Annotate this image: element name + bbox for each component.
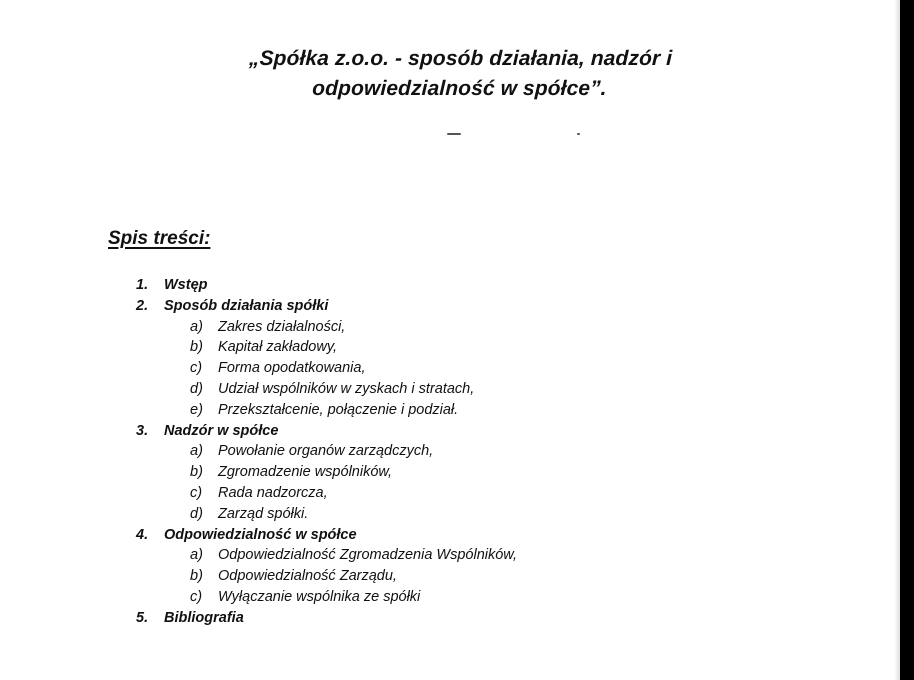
toc-subsection-label: Odpowiedzialność Zarządu, bbox=[218, 568, 397, 585]
toc-heading: Spis treści: bbox=[108, 228, 211, 249]
scan-speck bbox=[447, 133, 461, 135]
toc-subsection-letter: b) bbox=[190, 464, 203, 481]
title-line-2: odpowiedzialność w spółce”. bbox=[311, 77, 608, 100]
toc-subsection-letter: d) bbox=[190, 505, 203, 522]
toc-subsection-label: Rada nadzorcza, bbox=[218, 484, 328, 501]
title-line-1: „Spółka z.o.o. - sposób działania, nadzór i bbox=[248, 47, 673, 70]
toc-subsection bbox=[190, 317, 696, 338]
toc-section bbox=[136, 296, 696, 421]
toc-subsection-label: Zarząd spółki. bbox=[218, 505, 309, 522]
toc-section-heading bbox=[136, 275, 696, 296]
toc-section bbox=[136, 275, 696, 296]
toc-subsection bbox=[190, 483, 696, 504]
toc-subsection-label: Zgromadzenie wspólników, bbox=[218, 464, 393, 481]
toc-section-label: Wstęp bbox=[164, 277, 208, 293]
toc-section-heading bbox=[136, 421, 696, 442]
toc-subsection bbox=[190, 337, 696, 358]
toc-subsection bbox=[190, 504, 696, 525]
toc-subsection bbox=[190, 566, 696, 587]
toc-section-heading bbox=[136, 525, 696, 546]
toc-section bbox=[136, 525, 696, 608]
toc-subsection bbox=[190, 400, 696, 421]
toc-section bbox=[136, 608, 696, 629]
toc-subsection-letter: c) bbox=[190, 588, 203, 605]
toc-subsection-list bbox=[136, 441, 696, 524]
toc-subsection-letter: d) bbox=[190, 380, 203, 397]
page-edge-shadow bbox=[894, 0, 900, 680]
toc-subsection-letter: e) bbox=[190, 401, 203, 418]
toc-subsection-label: Zakres działalności, bbox=[218, 318, 346, 335]
toc-subsection bbox=[190, 379, 696, 400]
toc-section-heading bbox=[136, 608, 696, 629]
toc-subsection-label: Udział wspólników w zyskach i stratach, bbox=[218, 380, 475, 397]
toc-subsection-label: Wyłączanie wspólnika ze spółki bbox=[218, 588, 421, 605]
toc-subsection-letter: a) bbox=[190, 547, 203, 564]
toc-subsection-label: Przekształcenie, połączenie i podział. bbox=[218, 401, 459, 418]
toc-subsection bbox=[190, 462, 696, 483]
toc-section-label: Sposób działania spółki bbox=[164, 297, 329, 314]
toc-subsection-letter: c) bbox=[190, 484, 203, 501]
toc-subsection-letter: b) bbox=[190, 339, 203, 356]
scan-speck bbox=[577, 133, 580, 135]
toc-subsection bbox=[190, 441, 696, 462]
toc-subsection-label: Kapitał zakładowy, bbox=[218, 339, 338, 356]
toc-subsection-letter: b) bbox=[190, 568, 203, 585]
toc-section-number: 1. bbox=[136, 277, 149, 293]
toc-subsection-label: Forma opodatkowania, bbox=[218, 360, 366, 377]
toc-subsection bbox=[190, 545, 696, 566]
toc-section-number: 5. bbox=[136, 609, 149, 626]
toc-section-number: 4. bbox=[136, 526, 149, 543]
toc-section-label: Bibliografia bbox=[164, 609, 244, 626]
toc-subsection bbox=[190, 587, 696, 608]
toc-section-label: Odpowiedzialność w spółce bbox=[164, 526, 357, 543]
table-of-contents bbox=[136, 275, 696, 629]
toc-subsection bbox=[190, 358, 696, 379]
toc-subsection-list bbox=[136, 545, 696, 607]
toc-section-label: Nadzór w spółce bbox=[164, 422, 279, 439]
toc-subsection-letter: c) bbox=[190, 360, 203, 377]
toc-subsection-letter: a) bbox=[190, 443, 203, 460]
toc-section-number: 3. bbox=[136, 422, 149, 439]
toc-subsection-letter: a) bbox=[190, 318, 203, 335]
document-title bbox=[149, 44, 771, 104]
toc-section bbox=[136, 421, 696, 525]
toc-section-heading bbox=[136, 296, 696, 317]
toc-subsection-label: Powołanie organów zarządczych, bbox=[218, 443, 434, 460]
toc-subsection-label: Odpowiedzialność Zgromadzenia Wspólników, bbox=[218, 547, 518, 564]
toc-section-number: 2. bbox=[136, 297, 149, 314]
toc-subsection-list bbox=[136, 317, 696, 421]
